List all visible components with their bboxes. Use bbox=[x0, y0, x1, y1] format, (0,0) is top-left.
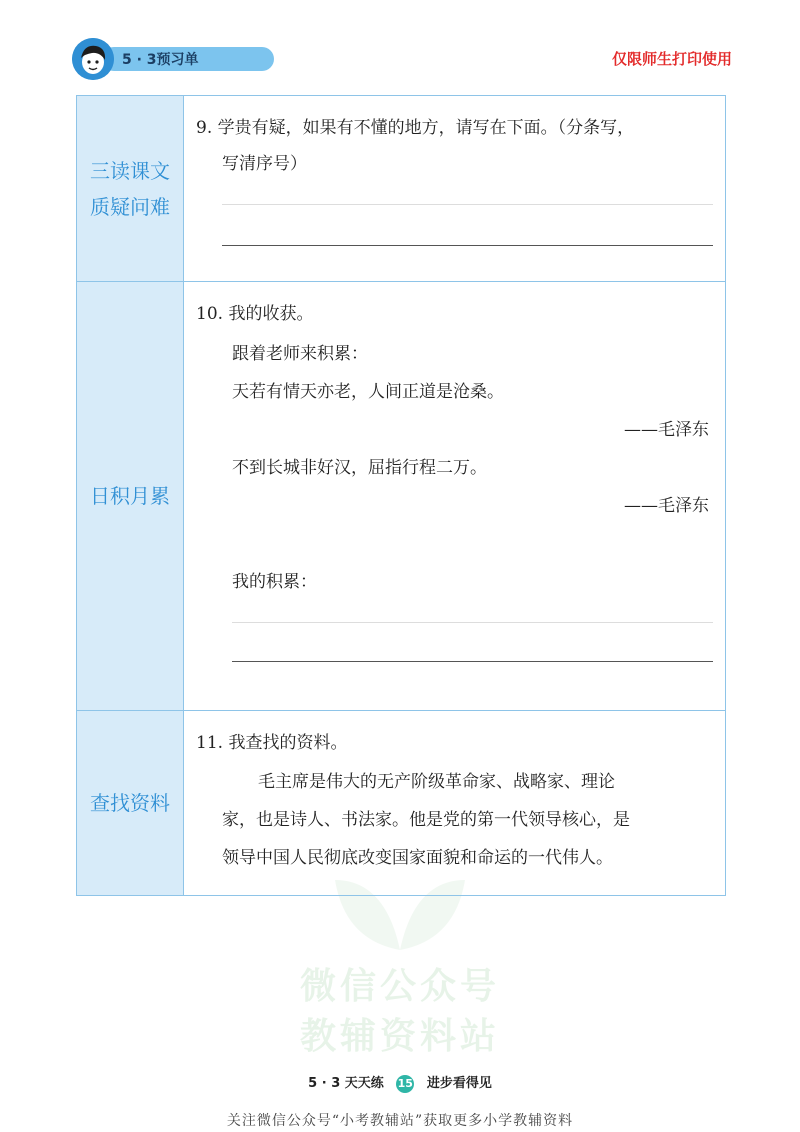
row-label: 日积月累 bbox=[77, 282, 184, 710]
badge-label: 5 · 3预习单 bbox=[122, 52, 199, 68]
page-number: 15 bbox=[396, 1075, 414, 1093]
worksheet-table bbox=[76, 95, 726, 896]
quote-2-author: ——毛泽东 bbox=[624, 496, 709, 516]
print-notice: 仅限师生打印使用 bbox=[611, 50, 732, 68]
mascot-icon bbox=[72, 38, 114, 80]
table-row bbox=[77, 711, 725, 896]
quote-1: 天若有情天亦老，人间正道是沧桑。 bbox=[232, 382, 504, 402]
row-label bbox=[77, 96, 184, 281]
row-content bbox=[184, 96, 725, 281]
quote-2: 不到长城非好汉，屈指行程二万。 bbox=[232, 458, 487, 478]
material-line: 毛主席是伟大的无产阶级革命家、战略家、理论 bbox=[258, 772, 615, 792]
answer-line[interactable] bbox=[232, 661, 713, 662]
material-line: 领导中国人民彻底改变国家面貌和命运的一代伟人。 bbox=[222, 848, 613, 868]
question-10: 10. 我的收获。 bbox=[196, 304, 314, 324]
material-line: 家，也是诗人、书法家。他是党的第一代领导核心，是 bbox=[222, 810, 630, 830]
row-content bbox=[184, 711, 725, 895]
row-label: 查找资料 bbox=[77, 711, 184, 895]
watermark-line1: 微信公众号 bbox=[299, 966, 500, 1007]
footer-left: 5 · 3 天天练 bbox=[308, 1076, 384, 1091]
answer-line[interactable] bbox=[222, 245, 713, 246]
my-accumulation-label: 我的积累： bbox=[232, 572, 317, 592]
row-content bbox=[184, 282, 725, 710]
page-footer bbox=[0, 1072, 800, 1093]
row-label-line: 三读课文 bbox=[90, 158, 170, 183]
table-row bbox=[77, 96, 725, 282]
question-11: 11. 我查找的资料。 bbox=[196, 733, 348, 753]
bottom-note: 关注微信公众号“小考教辅站”获取更多小学教辅资料 bbox=[226, 1113, 574, 1129]
question-9: 9. 学贵有疑，如果有不懂的地方，请写在下面。（分条写， bbox=[196, 118, 635, 138]
accumulate-intro: 跟着老师来积累： bbox=[232, 344, 368, 364]
question-9-cont: 写清序号） bbox=[222, 154, 307, 174]
footer-right: 进步看得见 bbox=[426, 1076, 492, 1091]
table-row bbox=[77, 282, 725, 711]
page-header bbox=[72, 38, 732, 82]
watermark-line2: 教辅资料站 bbox=[299, 1016, 500, 1057]
row-label-line: 质疑问难 bbox=[90, 194, 170, 219]
quote-1-author: ——毛泽东 bbox=[624, 420, 709, 440]
